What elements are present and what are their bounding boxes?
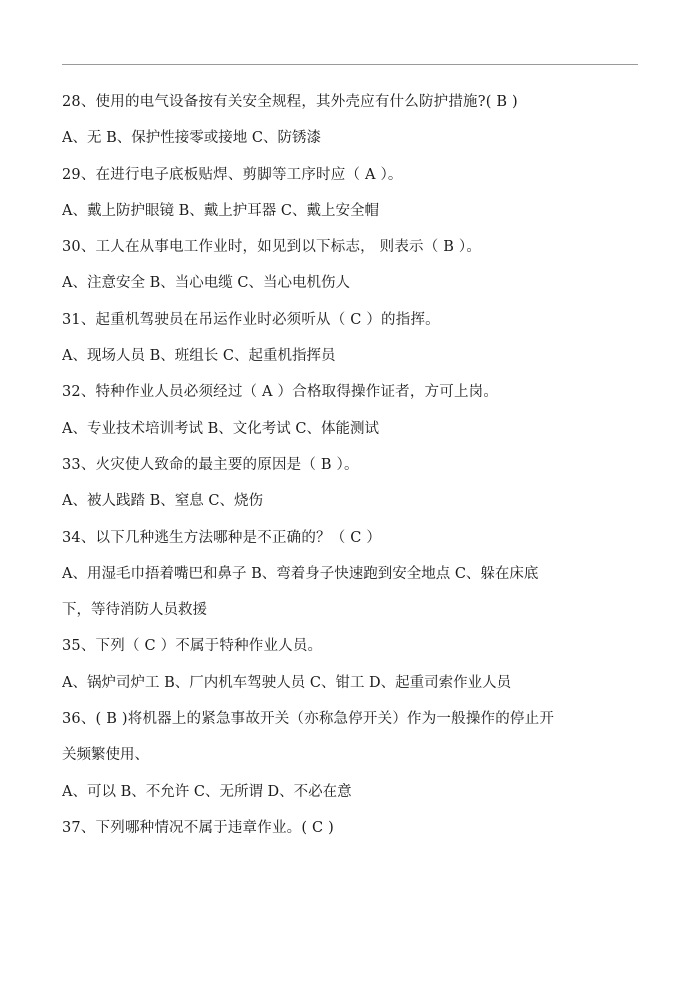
options-36: A、可以 B、不允许 C、无所谓 D、不必在意 <box>62 783 352 800</box>
options-28: A、无 B、保护性接零或接地 C、防锈漆 <box>62 130 321 147</box>
question-28: 28、使用的电气设备按有关安全规程，其外壳应有什么防护措施?( B ) <box>62 94 518 110</box>
question-35: 35、下列（ C ）不属于特种作业人员。 <box>62 638 323 655</box>
question-31: 31、起重机驾驶员在吊运作业时必须听从（ C ）的指挥。 <box>62 311 440 328</box>
question-32: 32、特种作业人员必须经过（ A ）合格取得操作证者，方可上岗。 <box>62 384 499 401</box>
question-list <box>62 84 642 846</box>
header-rule <box>62 64 638 65</box>
question-37: 37、下列哪种情况不属于违章作业。( C ) <box>62 819 334 836</box>
question-30: 30、工人在从事电工作业时，如见到以下标志， 则表示（ B ）。 <box>62 239 482 256</box>
options-32: A、专业技术培训考试 B、文化考试 C、体能测试 <box>62 420 379 437</box>
question-29: 29、在进行电子底板贴焊、剪脚等工序时应（ A ）。 <box>62 166 403 183</box>
options-33: A、被人践踏 B、窒息 C、烧伤 <box>62 493 263 510</box>
options-34-line2: 下，等待消防人员救援 <box>62 602 207 619</box>
options-34-line1: A、用湿毛巾捂着嘴巴和鼻子 B、弯着身子快速跑到安全地点 C、躲在床底 <box>62 565 539 582</box>
options-29: A、戴上防护眼镜 B、戴上护耳器 C、戴上安全帽 <box>62 202 379 219</box>
options-35: A、锅炉司炉工 B、厂内机车驾驶人员 C、钳工 D、起重司索作业人员 <box>62 674 512 691</box>
question-36: 36、( B )将机器上的紧急事故开关（亦称急停开关）作为一般操作的停止开 <box>62 711 555 728</box>
question-36-continued: 关频繁使用、 <box>62 747 149 764</box>
question-33: 33、火灾使人致命的最主要的原因是（ B ）。 <box>62 456 359 473</box>
question-34: 34、以下几种逃生方法哪种是不正确的？（ C ） <box>62 529 382 546</box>
options-30: A、注意安全 B、当心电缆 C、当心电机伤人 <box>62 275 350 292</box>
options-31: A、现场人员 B、班组长 C、起重机指挥员 <box>62 348 336 365</box>
